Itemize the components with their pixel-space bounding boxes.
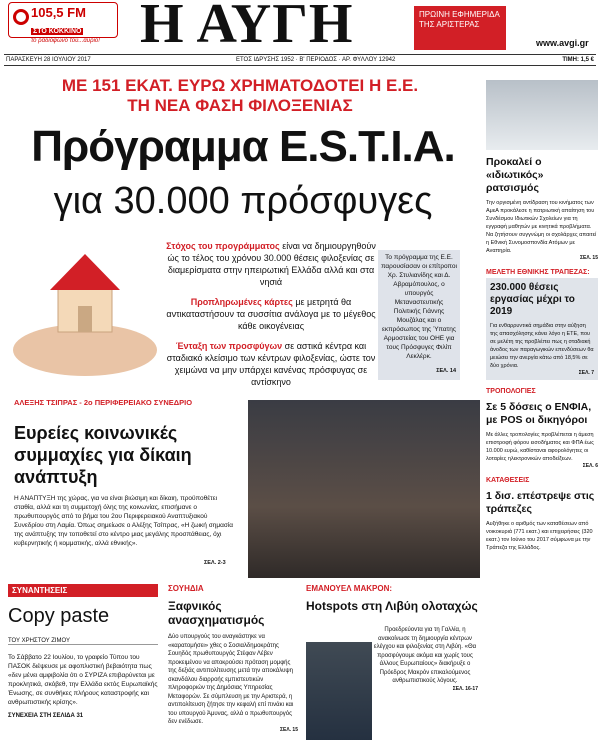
macron-page: ΣΕΛ. 16-17 [452, 685, 478, 692]
column-title[interactable]: Copy paste [8, 605, 110, 627]
column-continued: ΣΥΝΕΧΕΙΑ ΣΤΗ ΣΕΛΙΔΑ 31 [8, 713, 84, 719]
bank-study-label: ΜΕΛΕΤΗ ΕΘΝΙΚΗΣ ΤΡΑΠΕΖΑΣ: [486, 269, 590, 276]
lead-point2: με μετρητά θα αντικαταστήσουν τα συσσίτια ανάλογα με το μέγεθος κάθε οικογένειας [166, 297, 376, 331]
column-body: Το Σάββατο 22 Ιουλίου, το γραφείο Τύπου του ΠΑΣΟΚ διέψευσε με αφοπλιστική βεβαιότητα πως «δεν μένει αμφιβολία ότι ο ΣΥΡΙΖΑ επιβαρύνεται με προκλητικά, σκόβεθ, την Ελλάδα εκτός Ευρωπαϊκής Ένωσης, σε συνθήκες πλήρους καταστροφής και ανθρωπιστικής κρίσης». [8, 654, 158, 706]
lead-side-note [378, 250, 460, 380]
deposits-body: Αυξήθηκε ο αριθμός των καταθέσεων από νοικοκυριά (771 εκατ.) και επιχειρήσεις (320 εκατ.) τον Ιούνιο του 2017 σύμφωνα με την Τράπεζα της Ελλάδος. [486, 521, 593, 551]
amendments-body: Με άλλες τροπολογίες προβλέπεται η άμεση επιστροφή φόρου εισοδήματος και ΦΠΑ έως 10.000 ευρώ, καθίσταναι αφορολόγητες οι λοταρίες ηλεκτρονικών αποδείξεων. [486, 432, 594, 462]
tsipras-page: ΣΕΛ. 2-3 [204, 560, 226, 566]
column-author: ΤΟΥ ΧΡΗΣΤΟΥ ΖΙΜΟΥ [8, 638, 158, 645]
masthead [0, 0, 600, 55]
lead-point3-label: Ένταξη των προσφύγων [175, 341, 283, 351]
wheelchair-photo [486, 80, 598, 150]
radio-frequency: 105,5 FM [31, 5, 86, 20]
side-note-page: ΣΕΛ. 14 [436, 368, 456, 374]
amendments-page: ΣΕΛ. 6 [582, 463, 598, 469]
lead-point1: είναι να δημιουργηθούν ώς το τέλος του χρόνου 30.000 θέσεις φιλοξενίας σε διαμερίσματα στην ηπειρωτική Ελλάδα αλλά και στα νησιά [167, 241, 376, 287]
lead-kicker-line1: ΜΕ 151 ΕΚΑΤ. ΕΥΡΩ ΧΡΗΜΑΤΟΔΟΤΕΙ Η Ε.Ε. [61, 76, 419, 95]
racism-page: ΣΕΛ. 15 [579, 255, 598, 261]
bank-study-body: Για ενθαρρυντικά σημάδια στην αύξηση της απασχόλησης κάνει λόγο η ΕΤΕ, που σε μελέτη της προβλέπει πως η σταδιακή άνοδος των παραγωγικών επενδύσεων θα μειώσει την ανεργία κάτω από 18,5% σε δύο χρόνια. [490, 323, 594, 369]
macron-body [372, 626, 478, 692]
macron-photo [306, 642, 372, 740]
house-door [78, 306, 92, 332]
tsipras-label: ΑΛΕΞΗΣ ΤΣΙΠΡΑΣ - 2ο ΠΕΡΙΦΕΡΕΙΑΚΟ ΣΥΝΕΔΡΙΟ [14, 398, 193, 407]
house-roof [50, 254, 120, 290]
radio-tagline: το ραδιόφωνο του...αύριο! [31, 38, 100, 44]
lead-kicker [40, 76, 440, 116]
newspaper-tagline: ΠΡΩΙΝΗ ΕΦΗΜΕΡΙΔΑ ΤΗΣ ΑΡΙΣΤΕΡΑΣ [414, 6, 506, 50]
bank-study-page: ΣΕΛ. 7 [578, 370, 594, 376]
macron-story [306, 584, 478, 692]
bank-study-headline[interactable]: 230.000 θέσεις εργασίας μέχρι το 2019 [490, 282, 575, 317]
radio-wave-icon [13, 9, 29, 25]
sweden-body: Δύο υπουργούς του αναγκάστηκε να «καρατομήσει» χθες ο Σοσιαλδημοκράτης Σουηδός πρωθυπουργός Στέφαν Λέβεν προκειμένου να αποκρούσει πρόταση μομφής της δεξιάς αντιπολίτευσης μετά την αποκάλυψη σκανδάλου διαρροής εμπιστευτικών πληροφοριών της Δημόσιας Υπηρεσίας Μεταφορών. Σε σύμπλευση με την Αριστερά, η αντιπολίτευση ζήτησε την κεφαλή επί πινάκι και του υπουργού Άμυνας, αλλά ο πρωθυπουργός δεν ενέδωσε. [168, 634, 294, 725]
macron-text: Προεδρεύοντα για τη Γαλλία, η ανακοίνωσε τη δημιουργία κέντρων ελέγχου και φιλοξενίας στη Λιβύη. «Θα προσφύγουμε ακόμα και χωρίς τους άλλους Ευρωπαίους» διακήρυξε ο Πρόεδρος Μακρόν επικαλούμενος ανθρωπιστικούς λόγους. [373, 627, 477, 684]
issue-info: ΕΤΟΣ ΙΔΡΥΣΗΣ 1952 · Β' ΠΕΡΙΟΔΟΣ · ΑΡ. ΦΥΛΛΟΥ 12942 [236, 57, 396, 63]
issue-date: ΠΑΡΑΣΚΕΥΗ 28 ΙΟΥΛΙΟΥ 2017 [6, 57, 91, 63]
radio-logo[interactable] [8, 2, 118, 44]
racism-body: Την οργισμένη αντίδραση του κινήματος των ΑμεΑ προκάλεσε η πατριωτική απαίτηση του Συνδέσμου Ιδιωτικών Σχολείων για τη εγγραφή μαθητών με κινητικά προβλήματα. Να ζητήσουν συγγνώμη οι σχολάρχες απαιτεί η Εθνική Συνομοσπονδία Ατόμων με Αναπηρία. [486, 200, 597, 254]
sweden-page: ΣΕΛ. 15 [279, 726, 298, 733]
sweden-headline[interactable]: Ξαφνικός ανασχηματισμός [168, 599, 265, 627]
issue-price: ΤΙΜΗ: 1,5 € [562, 57, 594, 63]
radio-name: ΣΤΟ ΚΟΚΚΙΝΟ [33, 28, 82, 35]
lead-kicker-line2: ΤΗ ΝΕΑ ΦΑΣΗ ΦΙΛΟΞΕΝΙΑΣ [127, 96, 353, 115]
amendments-headline[interactable]: Σε 5 δόσεις ο ΕΝΦΙΑ, με POS οι δικηγόροι [486, 401, 592, 426]
house-in-hands-illustration [10, 232, 160, 382]
sweden-label: ΣΟΥΗΔΙΑ [168, 584, 204, 593]
tsipras-body: Η ΑΝΑΠΤΥΞΗ της χώρας, για να είναι βιώσιμη και δίκαιη, προϋποθέτει σταθία, αλλά και τη συμμετοχή όλης της κοινωνίας, επισήμανε ο πρωθυπουργός από το βήμα του 2ου Περιφερειακού Αναπτυξιακού Συνεδρίου στη Λαμία. Όπως σημείωσε ο Αλέξης Τσίπρας, «Η ζωική σημασία της ανάπτυξης την τοποθετεί στο κέντρο μιας μεγάλης προσπάθειας, όχι κυβερνητικής ή κομματικής, αλλά εθνικής». [14, 495, 234, 547]
side-note-text: Το πρόγραμμα της Ε.Ε. παρουσίασαν οι επίτροποι Χρ. Στυλιανίδης και Δ. Αβραμόπουλος, ο υπουργός Μεταναστευτικής Πολιτικής Γιάννης Μουζάλας και ο εκπρόσωπος της Ύπατης Αρμοστείας του ΟΗΕ για τους Πρόσφυγες Φιλίπ Λεκλέρκ. [381, 254, 457, 360]
macron-headline[interactable]: Hotspots στη Λιβύη ολοταχώς [306, 599, 478, 613]
bank-study-box [486, 278, 598, 380]
racism-headline[interactable]: Προκαλεί ο «ιδιωτικός» ρατσισμός [486, 156, 544, 194]
lead-point3: σε αστικά κέντρα και σταδιακό κλείσιμο των κέντρων φιλοξενίας, ώστε τον χειμώνα να μην υπάρχει κανένας πρόσφυγας σε αντίσκηνο [166, 341, 376, 387]
lead-point1-label: Στόχος του προγράμματος [166, 241, 280, 251]
deposits-headline[interactable]: 1 δισ. επέστρεψε στις τράπεζες [486, 490, 595, 515]
column-synantiseis [8, 584, 158, 719]
amendments-label: ΤΡΟΠΟΛΟΓΙΕΣ [486, 388, 536, 395]
right-column [486, 80, 598, 552]
conference-photo [248, 400, 480, 578]
tsipras-headline[interactable]: Ευρείες κοινωνικές συμμαχίες για δίκαιη ανάπτυξη [14, 423, 192, 487]
macron-label: ΕΜΑΝΟΥΕΛ ΜΑΚΡΟΝ: [306, 584, 393, 593]
lead-body [166, 240, 376, 396]
tsipras-story [4, 396, 480, 570]
lead-headline[interactable]: Πρόγραμμα E.S.T.I.A. [31, 122, 455, 171]
lead-point2-label: Προπληρωμένες κάρτες [190, 297, 293, 307]
dateline [4, 54, 596, 66]
deposits-label: ΚΑΤΑΘΕΣΕΙΣ [486, 477, 530, 484]
sweden-story [168, 584, 298, 733]
newspaper-title: Η ΑΥΓΗ [140, 0, 354, 55]
column-label: ΣΥΝΑΝΤΗΣΕΙΣ [8, 584, 158, 597]
lead-subhead: για 30.000 πρόσφυγες [53, 180, 433, 222]
website-url[interactable]: www.avgi.gr [536, 38, 589, 48]
